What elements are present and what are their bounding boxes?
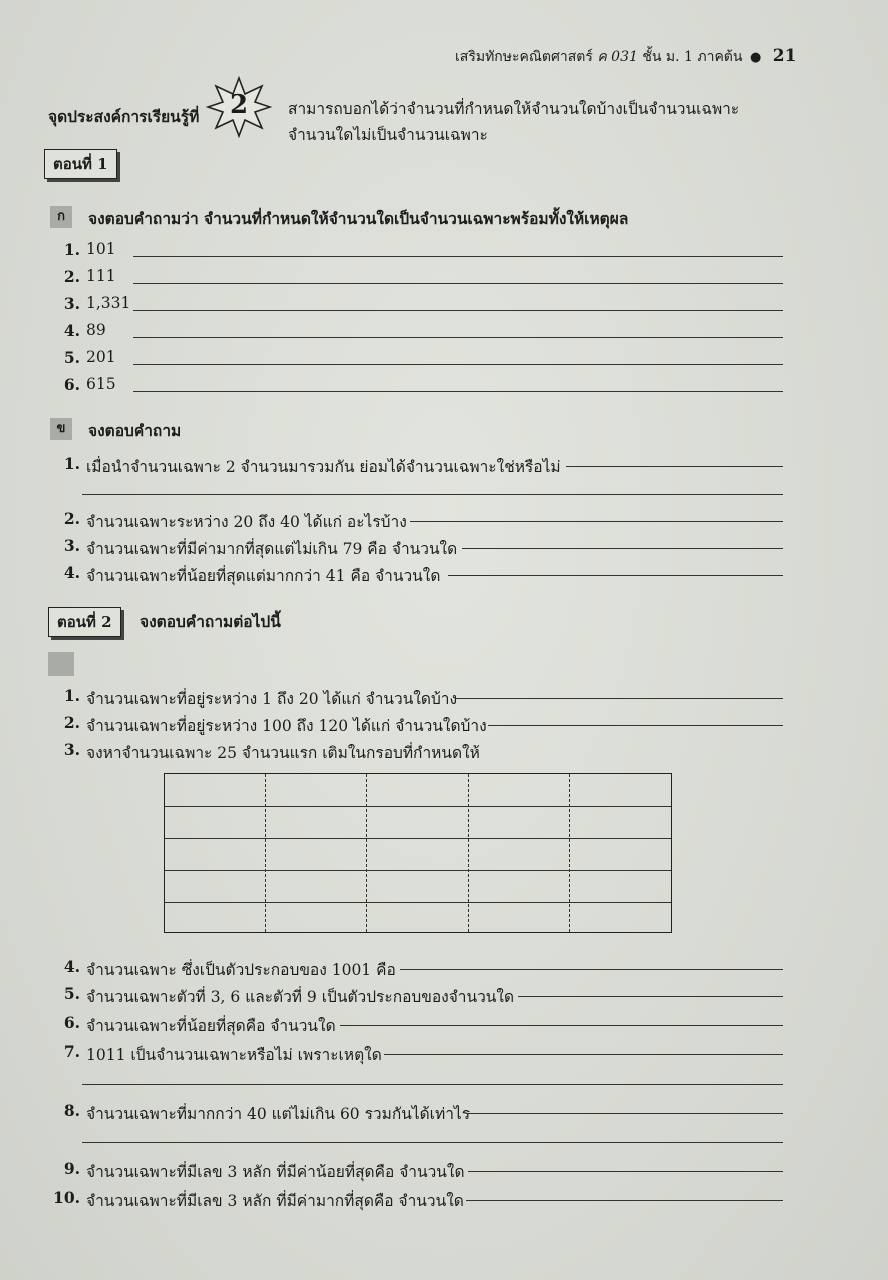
answer-line[interactable]: [456, 698, 783, 699]
answer-line[interactable]: [400, 969, 783, 970]
list-item: 10. จำนวนเฉพาะที่มีเลข 3 หลัก ที่มีค่ามากที่สุดคือ จำนวนใด: [0, 1188, 888, 1212]
grade-level: ชั้น ม. 1 ภาคต้น: [642, 49, 743, 65]
answer-line[interactable]: [488, 725, 783, 726]
answer-line[interactable]: [566, 466, 783, 467]
list-item: 8. จำนวนเฉพาะที่มากกว่า 40 แต่ไม่เกิน 60 รวมกันได้เท่าไร: [0, 1101, 888, 1125]
answer-line[interactable]: [82, 494, 783, 495]
answer-line[interactable]: [82, 1084, 783, 1085]
list-item: 6. จำนวนเฉพาะที่น้อยที่สุดคือ จำนวนใด: [0, 1013, 888, 1037]
section-marker: [48, 652, 74, 676]
star-badge-icon: [206, 76, 272, 138]
list-item: 6. 615: [0, 375, 888, 399]
answer-line[interactable]: [466, 1200, 783, 1201]
list-item: 4. จำนวนเฉพาะ ซึ่งเป็นตัวประกอบของ 1001 คือ: [0, 957, 888, 981]
answer-line[interactable]: [133, 283, 783, 284]
list-item: 1. เมื่อนำจำนวนเฉพาะ 2 จำนวนมารวมกัน ย่อมได้จำนวนเฉพาะใช่หรือไม่: [0, 454, 888, 478]
section-a-marker: ก: [50, 206, 72, 228]
answer-line[interactable]: [133, 364, 783, 365]
answer-line[interactable]: [518, 996, 783, 997]
list-item: 5. จำนวนเฉพาะตัวที่ 3, 6 และตัวที่ 9 เป็นตัวประกอบของจำนวนใด: [0, 984, 888, 1008]
objective-number: 2: [229, 90, 249, 120]
list-item: 5. 201: [0, 348, 888, 372]
list-item: 3. จำนวนเฉพาะที่มีค่ามากที่สุดแต่ไม่เกิน 79 คือ จำนวนใด: [0, 536, 888, 560]
answer-line[interactable]: [133, 310, 783, 311]
objective-label: จุดประสงค์การเรียนรู้ที่: [48, 107, 200, 126]
answer-line[interactable]: [468, 1113, 783, 1114]
list-item: 2. จำนวนเฉพาะที่อยู่ระหว่าง 100 ถึง 120 ได้แก่ จำนวนใดบ้าง: [0, 713, 888, 737]
list-item: 4. 89: [0, 321, 888, 345]
answer-line[interactable]: [410, 521, 783, 522]
section-b-instruction: จงตอบคำถาม: [88, 421, 182, 440]
list-item: 2. จำนวนเฉพาะระหว่าง 20 ถึง 40 ได้แก่ อะไรบ้าง: [0, 509, 888, 533]
list-item: 7. 1011 เป็นจำนวนเฉพาะหรือไม่ เพราะเหตุใด: [0, 1042, 888, 1066]
list-item: 2. 111: [0, 267, 888, 291]
answer-line[interactable]: [462, 548, 783, 549]
answer-line[interactable]: [384, 1054, 783, 1055]
list-item: 1. จำนวนเฉพาะที่อยู่ระหว่าง 1 ถึง 20 ได้แก่ จำนวนใดบ้าง: [0, 686, 888, 710]
page-header: [455, 46, 796, 68]
page-number: 21: [772, 46, 797, 66]
list-item: 9. จำนวนเฉพาะที่มีเลข 3 หลัก ที่มีค่าน้อยที่สุดคือ จำนวนใด: [0, 1159, 888, 1183]
answer-line[interactable]: [340, 1025, 783, 1026]
list-item: 3. จงหาจำนวนเฉพาะ 25 จำนวนแรก เติมในกรอบที่กำหนดให้: [63, 740, 480, 762]
part2-title: ตอนที่ 2: [48, 607, 121, 637]
section-b-marker: ข: [50, 418, 72, 440]
list-item: 1. 101: [0, 240, 888, 264]
answer-line[interactable]: [468, 1171, 783, 1172]
list-item: 4. จำนวนเฉพาะที่น้อยที่สุดแต่มากกว่า 41 คือ จำนวนใด: [0, 563, 888, 587]
section-a-instruction: จงตอบคำถามว่า จำนวนที่กำหนดให้จำนวนใดเป็นจำนวนเฉพาะพร้อมทั้งให้เหตุผล: [88, 209, 629, 228]
book-title: เสริมทักษะคณิตศาสตร์: [455, 49, 593, 65]
answer-line[interactable]: [82, 1142, 783, 1143]
list-item: 3. 1,331: [0, 294, 888, 318]
objective-text: สามารถบอกได้ว่าจำนวนที่กำหนดให้จำนวนใดบ้างเป็นจำนวนเฉพาะ จำนวนใดไม่เป็นจำนวนเฉพาะ: [288, 100, 740, 144]
bullet-icon: ●: [749, 50, 762, 65]
answer-line[interactable]: [133, 391, 783, 392]
answer-line[interactable]: [133, 337, 783, 338]
prime-answer-grid[interactable]: [164, 773, 672, 933]
answer-line[interactable]: [133, 256, 783, 257]
part1-title: ตอนที่ 1: [44, 149, 117, 179]
part2-instruction: จงตอบคำถามต่อไปนี้: [140, 612, 281, 631]
course-code: ค 031: [597, 49, 638, 65]
answer-line[interactable]: [448, 575, 783, 576]
